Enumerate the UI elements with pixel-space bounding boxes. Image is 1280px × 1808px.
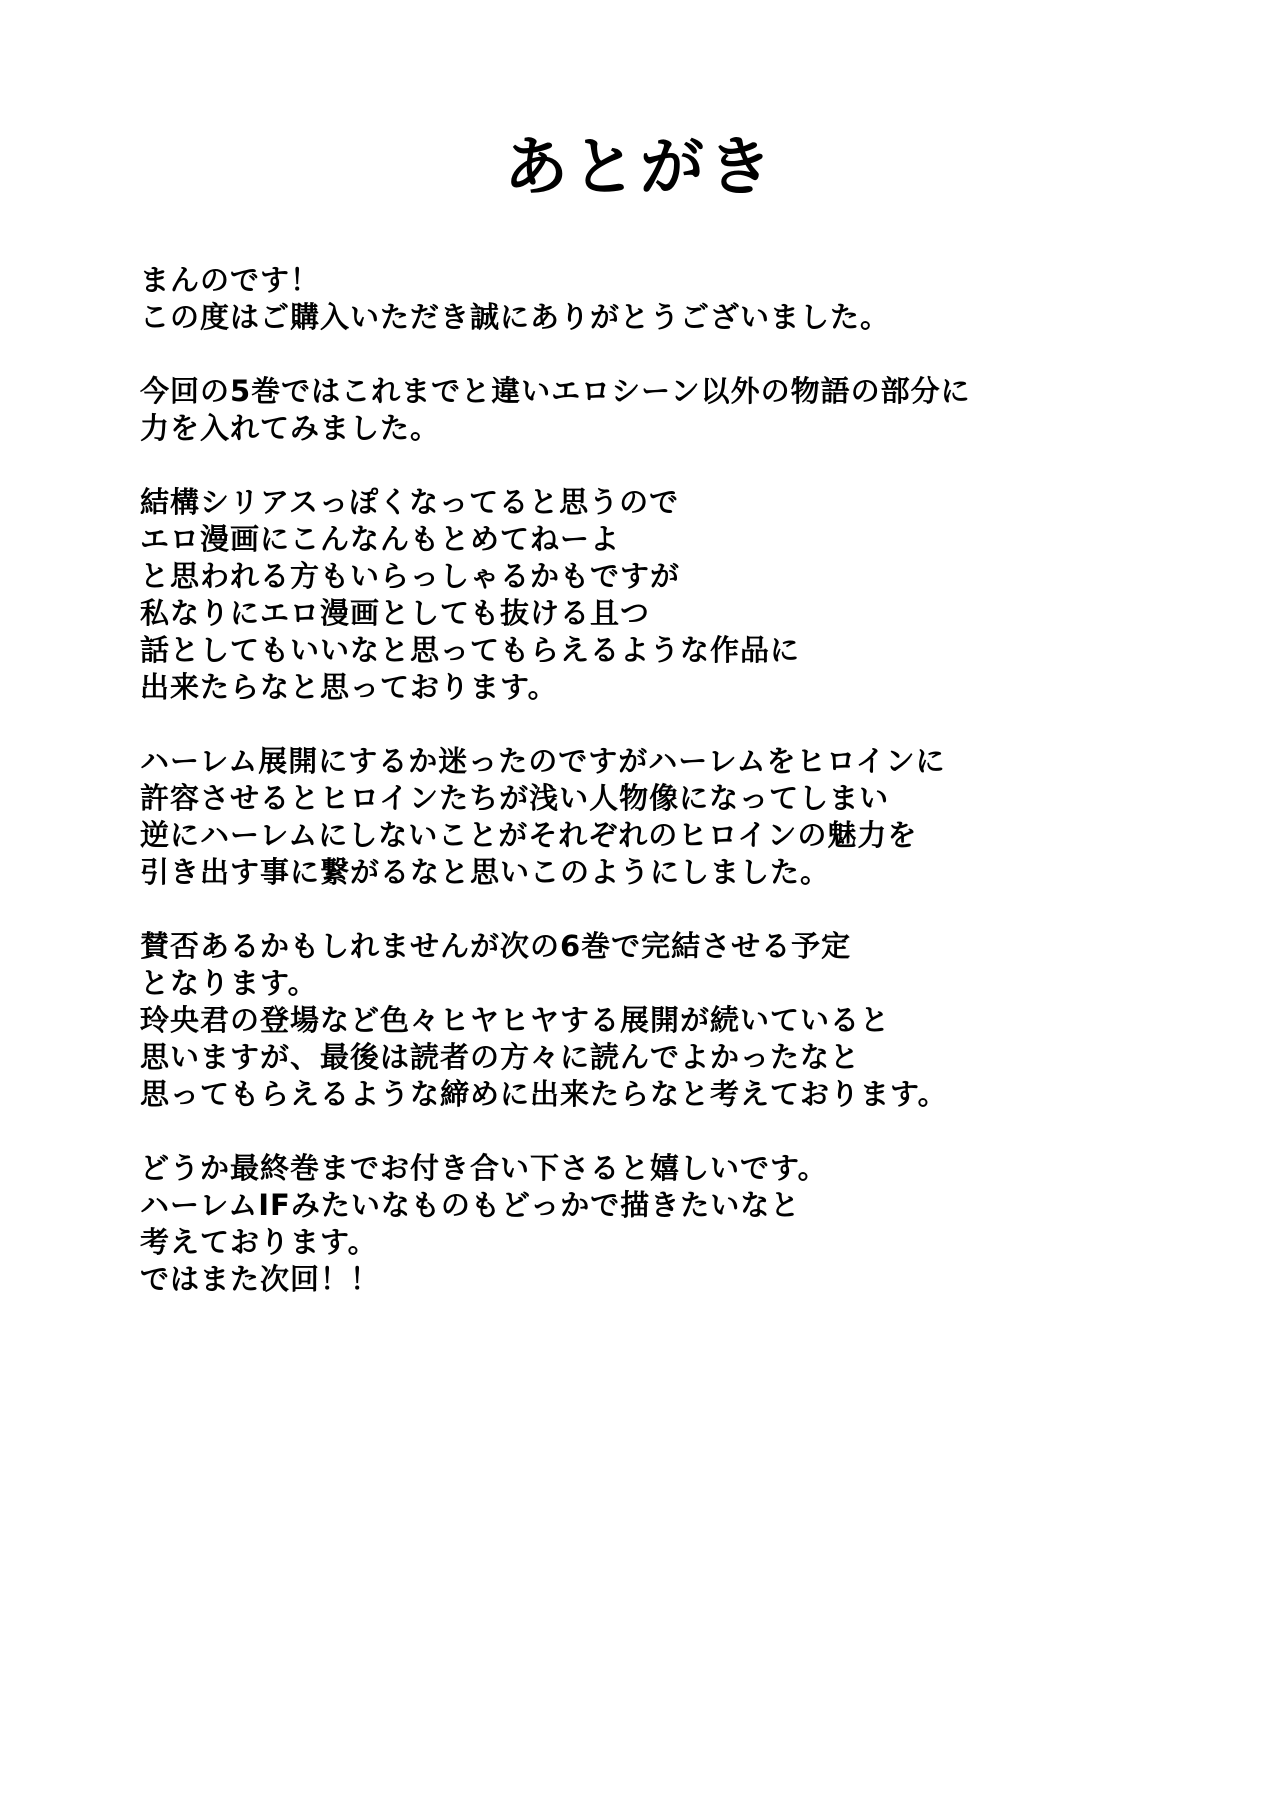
text-line: 結構シリアスっぽくなってると思うので — [140, 485, 680, 519]
text-line: となります。 — [140, 966, 318, 1000]
text-line: エロ漫画にこんなんもとめてねーよ — [140, 522, 621, 556]
text-line: 逆にハーレムにしないことがそれぞれのヒロインの魅力を — [140, 818, 918, 852]
text-line: 玲央君の登場など色々ヒヤヒヤする展開が続いていると — [140, 1003, 891, 1037]
text-line: 力を入れてみました。 — [140, 411, 441, 445]
text-line: 出来たらなと思っております。 — [140, 670, 558, 704]
text-line: まんのです！ — [140, 263, 321, 297]
paragraph-closing — [140, 1150, 1180, 1298]
paragraph-greeting — [140, 262, 1180, 336]
text-line: どうか最終巻までお付き合い下さると嬉しいです。 — [140, 1151, 828, 1185]
text-line: 許容させるとヒロインたちが浅い人物像になってしまい — [140, 781, 890, 815]
paragraph-volume-focus — [140, 373, 1180, 447]
paragraph-final-volume — [140, 928, 1180, 1113]
text-line: ハーレムIFみたいなものもどっかで描きたいなと — [140, 1188, 801, 1222]
text-line: 引き出す事に繋がるなと思いこのようにしました。 — [140, 855, 831, 889]
paragraph-serious-tone — [140, 484, 1180, 706]
text-line: この度はご購入いただき誠にありがとうございました。 — [140, 300, 891, 334]
text-line: 賛否あるかもしれませんが次の6巻で完結させる予定 — [140, 929, 852, 963]
text-line: 思ってもらえるような締めに出来たらなと考えております。 — [140, 1077, 948, 1111]
text-line: 今回の5巻ではこれまでと違いエロシーン以外の物語の部分に — [140, 374, 971, 408]
afterword-body — [140, 262, 1180, 1335]
text-line: 考えております。 — [140, 1225, 378, 1259]
text-line: 思いますが、最後は読者の方々に読んでよかったなと — [140, 1040, 861, 1074]
page-title: あとがき — [504, 131, 776, 205]
paragraph-harem-choice — [140, 743, 1180, 891]
text-line: 話としてもいいなと思ってもらえるような作品に — [140, 633, 801, 667]
text-line: ではまた次回！！ — [140, 1262, 381, 1296]
text-line: 私なりにエロ漫画としても抜ける且つ — [140, 596, 651, 630]
text-line: ハーレム展開にするか迷ったのですがハーレムをヒロインに — [140, 744, 946, 778]
text-line: と思われる方もいらっしゃるかもですが — [140, 559, 681, 593]
